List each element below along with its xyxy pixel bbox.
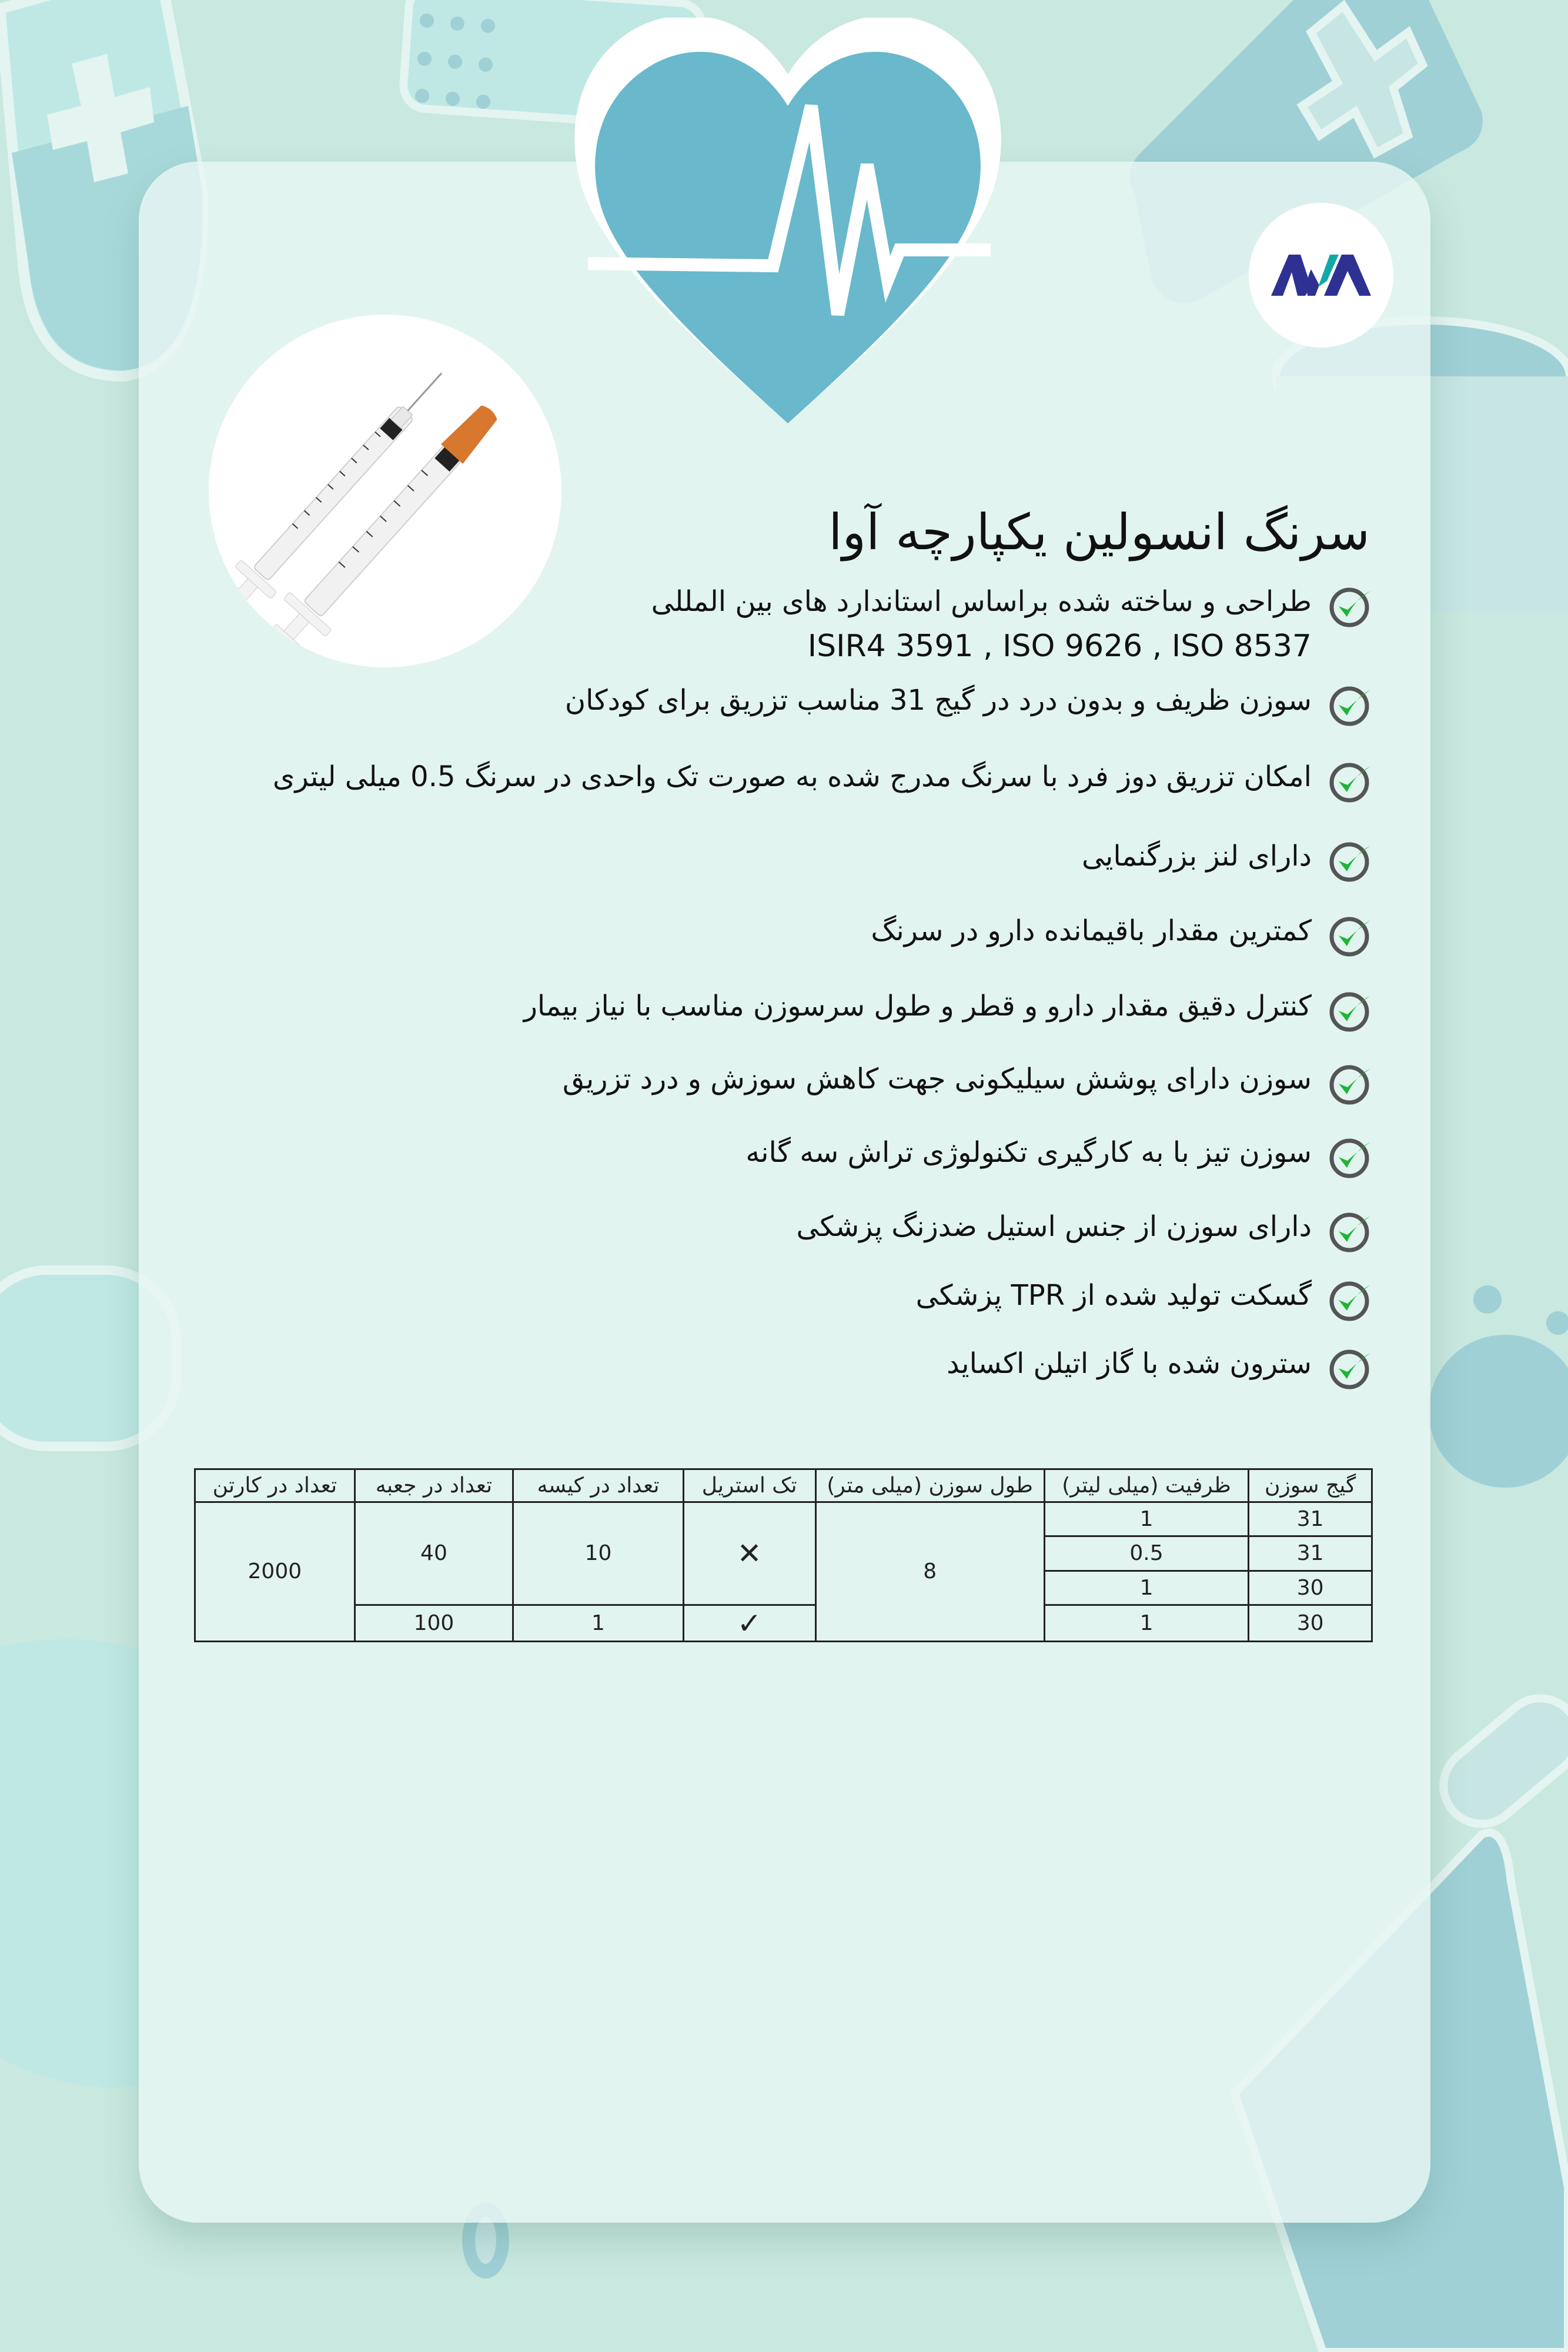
check-circle-icon xyxy=(1327,912,1374,959)
table-row xyxy=(195,1605,1372,1642)
feature-text: گسکت تولید شده از TPR پزشکی xyxy=(915,1279,1312,1312)
capsule-icon xyxy=(1428,1683,1568,1840)
cell-per-bag: 10 xyxy=(513,1502,684,1605)
feature-item xyxy=(796,1204,1374,1255)
feature-text: سوزن دارای پوشش سیلیکونی جهت کاهش سوزش و درد تزریق xyxy=(562,1063,1312,1095)
insulin-syringes-image xyxy=(209,315,561,667)
cell-per-bag: 1 xyxy=(513,1605,684,1642)
feature-item xyxy=(273,754,1374,805)
feature-text: طراحی و ساخته شده براساس استاندارد های بین المللی xyxy=(651,585,1312,618)
feature-item xyxy=(563,1057,1374,1107)
header-per-carton: تعداد در کارتن xyxy=(195,1469,355,1502)
product-title: سرنگ انسولین یکپارچه آوا xyxy=(828,503,1370,562)
feature-item xyxy=(651,579,1374,669)
cell-gauge: 31 xyxy=(1249,1536,1372,1571)
feature-item xyxy=(947,1341,1374,1392)
feature-text: کمترین مقدار باقیمانده دارو در سرنگ xyxy=(871,914,1312,947)
cell-gauge: 31 xyxy=(1249,1502,1372,1536)
feature-item xyxy=(565,678,1374,729)
cell-single-sterile-yes: ✓ xyxy=(683,1605,815,1642)
feature-text: سوزن تیز با به کارگیری تکنولوژی تراش سه گانه xyxy=(745,1136,1312,1169)
feature-text: دارای سوزن از جنس استیل ضدزنگ پزشکی xyxy=(796,1210,1312,1243)
header-single-sterile: تک استریل xyxy=(683,1469,815,1502)
header-per-bag: تعداد در کیسه xyxy=(513,1469,684,1502)
feature-text: سوزن ظریف و بدون درد در گیج 31 مناسب تزریق برای کودکان xyxy=(564,684,1312,717)
feature-text: سترون شده با گاز اتیلن اکساید xyxy=(947,1347,1312,1380)
virus-icon xyxy=(1429,1285,1568,1488)
cell-capacity: 1 xyxy=(1044,1605,1248,1642)
header-needle-gauge: گیج سوزن xyxy=(1249,1469,1372,1502)
check-circle-icon xyxy=(1327,1134,1374,1181)
feature-text: امکان تزریق دوز فرد با سرنگ مدرج شده به صورت تک واحدی در سرنگ 0.5 میلی لیتری xyxy=(272,760,1312,793)
ava-logo-icon xyxy=(1271,255,1371,296)
cell-per-box: 100 xyxy=(355,1605,513,1642)
check-circle-icon xyxy=(1327,758,1374,805)
cell-gauge: 30 xyxy=(1249,1605,1372,1642)
feature-item xyxy=(916,1273,1374,1324)
check-circle-icon xyxy=(1327,681,1374,729)
heart-pulse-icon xyxy=(553,18,1023,435)
header-needle-length: طول سوزن (میلی متر) xyxy=(815,1469,1044,1502)
cell-single-sterile-no: ✕ xyxy=(683,1502,815,1605)
check-circle-icon xyxy=(1327,1345,1374,1392)
header-per-box: تعداد در جعبه xyxy=(355,1469,513,1502)
table-row xyxy=(195,1502,1372,1536)
cell-needle-length: 8 xyxy=(815,1502,1044,1641)
cell-capacity: 1 xyxy=(1044,1502,1248,1536)
feature-item xyxy=(745,1130,1374,1181)
feature-item xyxy=(524,984,1374,1034)
cell-per-carton: 2000 xyxy=(195,1502,355,1641)
product-image xyxy=(209,315,561,667)
cell-capacity: 1 xyxy=(1044,1571,1248,1605)
feature-text: کنترل دقیق مقدار دارو و قطر و طول سرسوزن مناسب با نیاز بیمار xyxy=(523,990,1312,1023)
specification-table xyxy=(194,1468,1373,1642)
table-header-row xyxy=(195,1469,1372,1502)
check-circle-icon xyxy=(1327,1208,1374,1255)
header-capacity: ظرفیت (میلی لیتر) xyxy=(1044,1469,1248,1502)
feature-item xyxy=(871,908,1374,959)
feature-standards-text: ISIR4 3591 , ISO 9626 , ISO 8537 xyxy=(807,629,1312,664)
check-circle-icon xyxy=(1327,583,1374,630)
check-circle-icon xyxy=(1327,1060,1374,1107)
feature-item xyxy=(1082,834,1374,884)
brand-logo xyxy=(1249,203,1393,348)
check-circle-icon xyxy=(1327,987,1374,1034)
check-circle-icon xyxy=(1327,837,1374,884)
cell-per-box: 40 xyxy=(355,1502,513,1605)
cell-gauge: 30 xyxy=(1249,1571,1372,1605)
feature-text: دارای لنز بزرگنمایی xyxy=(1081,840,1312,873)
cell-capacity: 0.5 xyxy=(1044,1536,1248,1571)
check-circle-icon xyxy=(1327,1277,1374,1324)
